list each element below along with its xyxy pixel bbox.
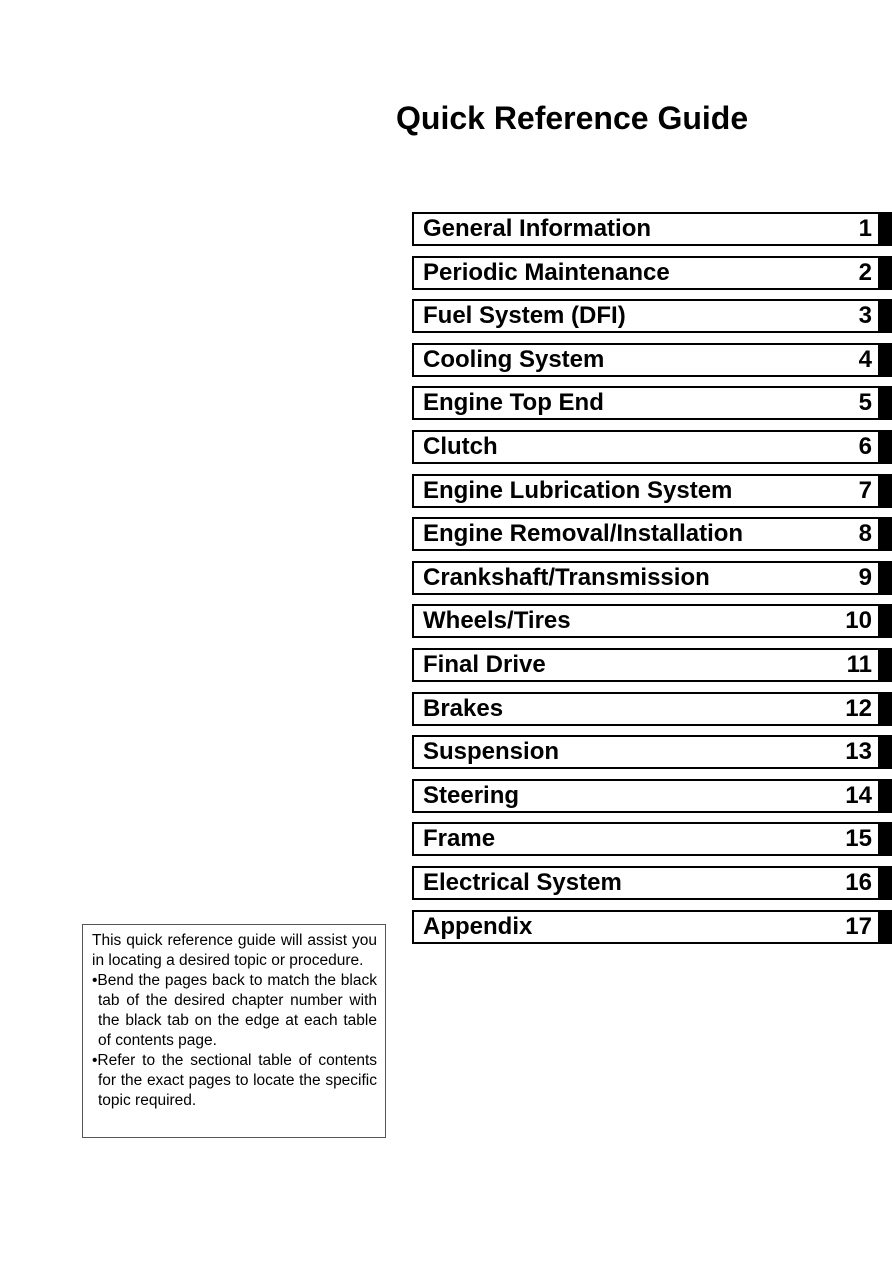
chapter-box: [412, 779, 880, 813]
chapter-box: [412, 648, 880, 682]
chapter-row-brakes[interactable]: [412, 692, 892, 726]
chapter-box: [412, 474, 880, 508]
chapter-name: Engine Removal/Installation: [423, 520, 744, 548]
chapter-number: 15: [845, 825, 872, 853]
chapter-row-general-information[interactable]: [412, 212, 892, 246]
chapter-row-crankshaft-transmission[interactable]: [412, 561, 892, 595]
chapter-tab: [880, 256, 892, 290]
chapter-number: 10: [845, 607, 872, 635]
chapter-name: Appendix: [423, 912, 533, 940]
chapter-name: Final Drive: [423, 651, 546, 678]
chapter-tab: [880, 692, 892, 726]
chapter-row-appendix[interactable]: [412, 910, 892, 944]
instruction-bullet: •Refer to the sectional table of contents for the exact pages to locate the specific topic required.: [92, 1052, 377, 1109]
chapter-box: [412, 910, 880, 944]
chapter-number: 12: [845, 694, 872, 722]
chapter-tab: [880, 822, 892, 856]
chapter-tab: [880, 517, 892, 551]
chapter-box: [412, 256, 880, 290]
chapter-number: 2: [858, 258, 872, 286]
chapter-name: Clutch: [423, 433, 498, 460]
chapter-number: 11: [846, 651, 872, 678]
chapter-name: Engine Lubrication System: [423, 476, 733, 504]
chapter-tab: [880, 648, 892, 682]
chapter-row-steering[interactable]: [412, 779, 892, 813]
chapter-row-engine-lubrication-system[interactable]: [412, 474, 892, 508]
chapter-tab: [880, 474, 892, 508]
chapter-number: 8: [858, 520, 872, 548]
chapter-box: [412, 561, 880, 595]
chapter-number: 17: [845, 912, 872, 940]
chapter-name: Steering: [423, 781, 520, 809]
chapter-number: 13: [845, 738, 872, 766]
chapter-row-final-drive[interactable]: [412, 648, 892, 682]
chapter-number: 1: [858, 215, 872, 242]
chapter-name: Periodic Maintenance: [423, 258, 670, 286]
chapter-box: [412, 604, 880, 638]
chapter-name: Brakes: [423, 694, 504, 722]
chapter-number: 16: [845, 869, 872, 896]
chapter-box: [412, 386, 880, 420]
chapter-name: Fuel System (DFI): [423, 302, 626, 330]
chapter-row-frame[interactable]: [412, 822, 892, 856]
chapter-tab: [880, 561, 892, 595]
chapter-row-periodic-maintenance[interactable]: [412, 256, 892, 290]
chapter-row-cooling-system[interactable]: [412, 343, 892, 377]
chapter-box: [412, 343, 880, 377]
chapter-box: [412, 692, 880, 726]
chapter-name: Frame: [423, 825, 496, 853]
chapter-box: [412, 517, 880, 551]
chapter-box: [412, 212, 880, 246]
chapter-tab: [880, 343, 892, 377]
chapter-number: 14: [845, 781, 872, 809]
chapter-row-clutch[interactable]: [412, 430, 892, 464]
chapter-tab: [880, 910, 892, 944]
chapter-tab: [880, 299, 892, 333]
chapter-number: 5: [858, 389, 872, 417]
instruction-box: [82, 924, 386, 1138]
chapter-tab: [880, 386, 892, 420]
chapter-name: Crankshaft/Transmission: [423, 563, 710, 591]
chapter-tab: [880, 735, 892, 769]
chapter-row-electrical-system[interactable]: [412, 866, 892, 900]
chapter-box: [412, 430, 880, 464]
chapter-tab: [880, 866, 892, 900]
chapter-number: 4: [858, 345, 872, 373]
chapter-name: Engine Top End: [423, 389, 604, 417]
instruction-intro: This quick reference guide will assist you in locating a desired topic or procedure.: [92, 932, 377, 969]
chapter-number: 9: [858, 563, 872, 591]
page-title: Quick Reference Guide: [396, 100, 749, 136]
chapter-box: [412, 299, 880, 333]
instruction-bullet: •Bend the pages back to match the black tab of the desired chapter number with the black tab on the edge at each table of contents page.: [92, 972, 377, 1049]
chapter-box: [412, 866, 880, 900]
chapter-tab: [880, 430, 892, 464]
chapter-tab: [880, 212, 892, 246]
chapter-tab: [880, 604, 892, 638]
chapter-box: [412, 822, 880, 856]
chapter-tab: [880, 779, 892, 813]
chapter-name: Cooling System: [423, 345, 605, 373]
chapter-row-suspension[interactable]: [412, 735, 892, 769]
chapter-name: Wheels/Tires: [423, 607, 571, 635]
chapter-row-engine-top-end[interactable]: [412, 386, 892, 420]
chapter-row-wheels-tires[interactable]: [412, 604, 892, 638]
chapter-number: 7: [858, 476, 872, 504]
chapter-number: 3: [858, 302, 872, 330]
chapter-row-engine-removal-installation[interactable]: [412, 517, 892, 551]
chapter-name: Suspension: [423, 738, 560, 766]
chapter-number: 6: [858, 433, 872, 460]
chapter-name: Electrical System: [423, 869, 622, 896]
chapter-box: [412, 735, 880, 769]
chapter-name: General Information: [423, 215, 652, 242]
chapter-row-fuel-system[interactable]: [412, 299, 892, 333]
